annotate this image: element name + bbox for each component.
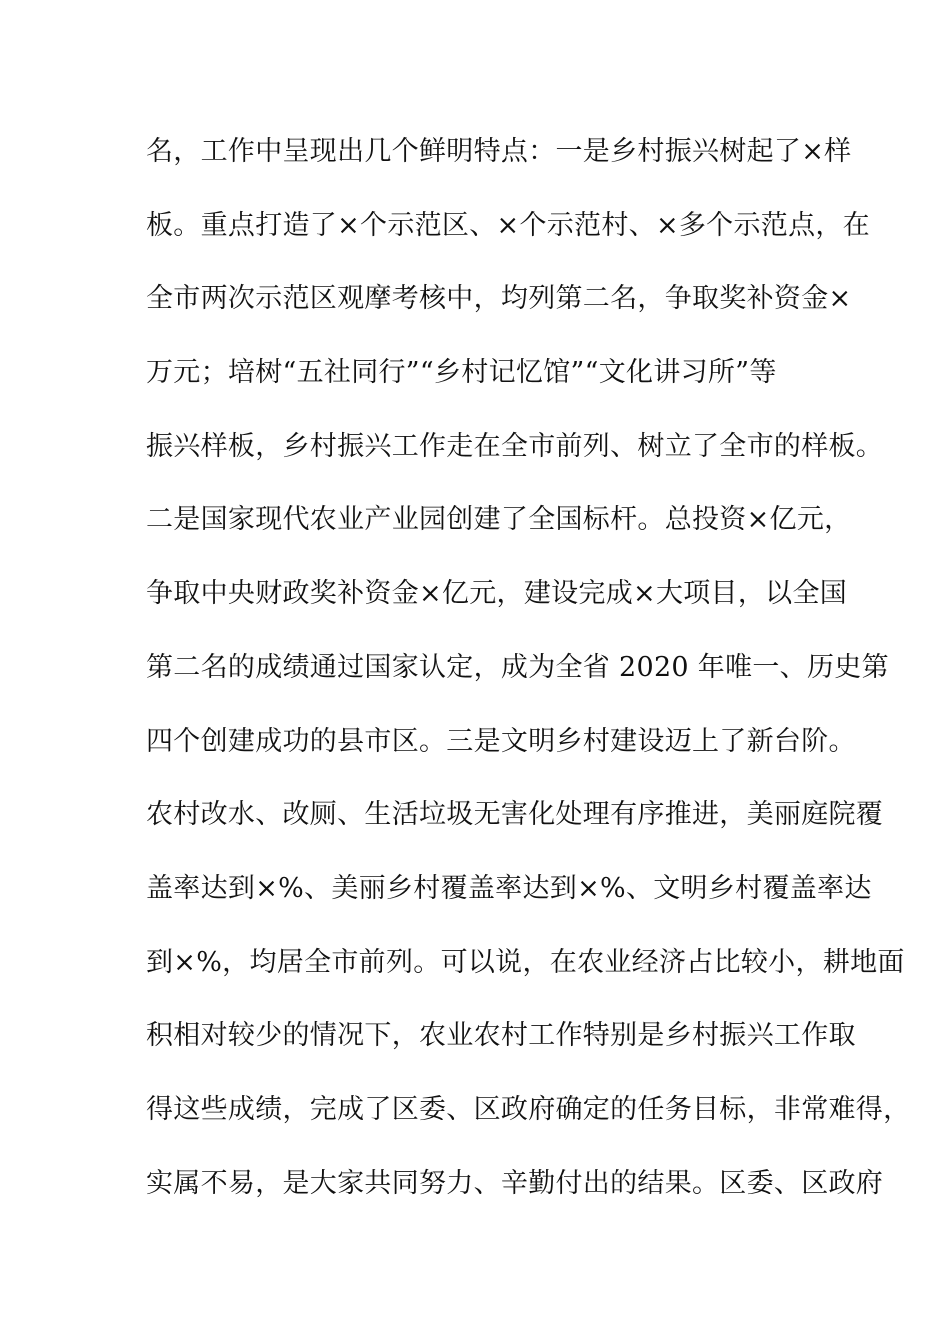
text-line: 盖率达到×%、美丽乡村覆盖率达到×%、文明乡村覆盖率达	[146, 872, 872, 904]
text-line: 板。重点打造了×个示范区、×个示范村、×多个示范点，在	[146, 209, 870, 241]
text-line: 实属不易，是大家共同努力、辛勤付出的结果。区委、区政府	[146, 1167, 884, 1199]
text-line: 第二名的成绩通过国家认定，成为全省 2020 年唯一、历史第	[146, 651, 889, 683]
body-text	[146, 128, 911, 1233]
text-line: 得这些成绩，完成了区委、区政府确定的任务目标，非常难得，	[146, 1093, 911, 1125]
text-line: 争取中央财政奖补资金×亿元，建设完成×大项目，以全国	[146, 578, 848, 610]
text-line: 到×%，均居全市前列。可以说，在农业经济占比较小，耕地面	[146, 946, 905, 978]
text-line: 振兴样板，乡村振兴工作走在全市前列、树立了全市的样板。	[146, 430, 884, 462]
text-line: 万元；培树“五社同行”“乡村记忆馆”“文化讲习所”等	[146, 357, 777, 389]
text-line: 二是国家现代农业产业园创建了全国标杆。总投资×亿元，	[146, 504, 852, 536]
text-line: 农村改水、改厕、生活垃圾无害化处理有序推进，美丽庭院覆	[146, 799, 884, 831]
text-line: 名，工作中呈现出几个鲜明特点：一是乡村振兴树起了×样	[146, 136, 852, 167]
text-line: 全市两次示范区观摩考核中，均列第二名，争取奖补资金×	[146, 283, 852, 315]
text-line: 积相对较少的情况下，农业农村工作特别是乡村振兴工作取	[146, 1020, 856, 1052]
text-line: 四个创建成功的县市区。三是文明乡村建设迈上了新台阶。	[146, 725, 856, 757]
